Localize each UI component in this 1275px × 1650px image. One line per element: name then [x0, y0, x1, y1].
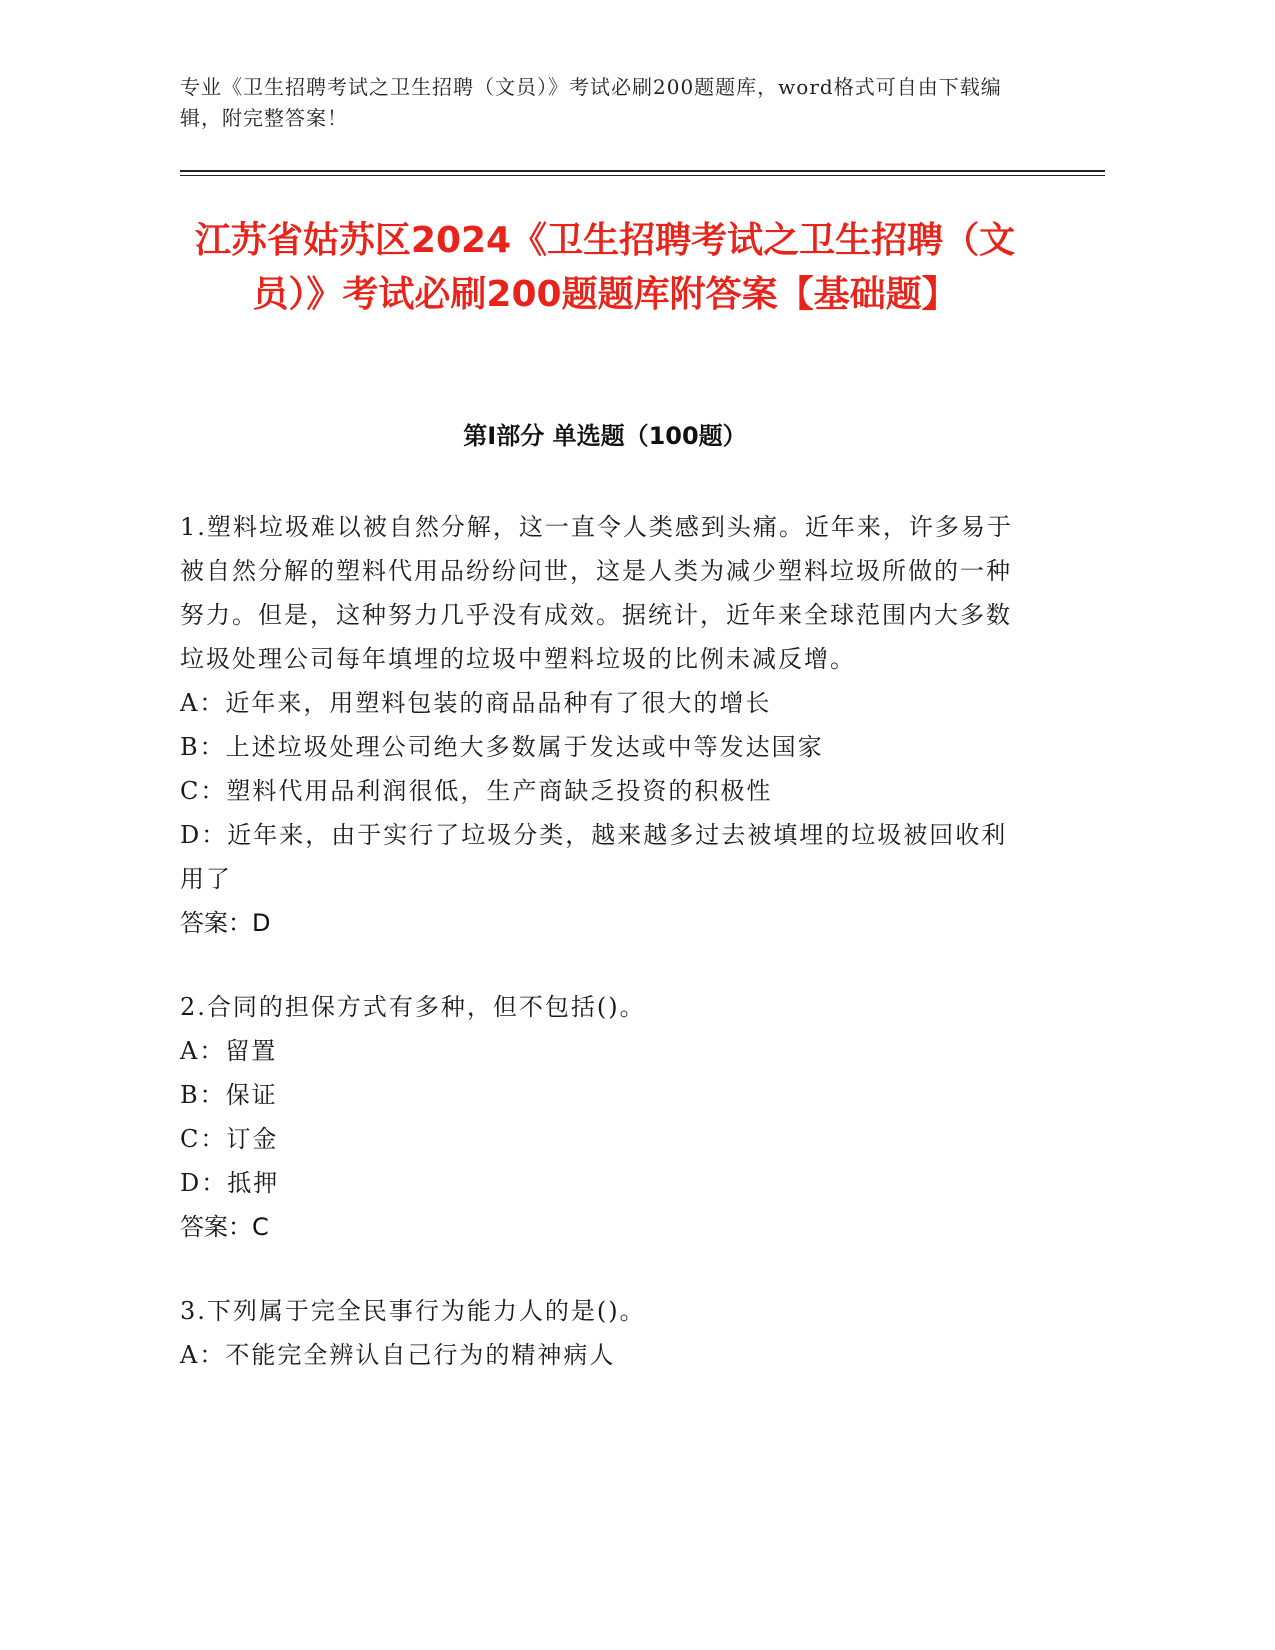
question-stem: 2.合同的担保方式有多种，但不包括()。	[180, 993, 646, 1021]
option-c: C：订金	[180, 1125, 279, 1153]
question-stem: 1.塑料垃圾难以被自然分解，这一直令人类感到头痛。近年来，许多易于被自然分解的塑料代用品纷纷问世，这是人类为减少塑料垃圾所做的一种努力。但是，这种努力几乎没有成效。据统计，近年来全球范围内大多数垃圾处理公司每年填埋的垃圾中塑料垃圾的比例未减反增。	[180, 513, 1013, 673]
header-divider-thick	[180, 170, 1105, 172]
question-stem: 3.下列属于完全民事行为能力人的是()。	[180, 1297, 646, 1325]
option-b: B：上述垃圾处理公司绝大多数属于发达或中等发达国家	[180, 733, 824, 761]
section-title: 第Ⅰ部分 单选题（100题）	[463, 422, 747, 450]
option-c: C：塑料代用品利润很低，生产商缺乏投资的积极性	[180, 777, 773, 805]
option-d: D：近年来，由于实行了垃圾分类，越来越多过去被填埋的垃圾被回收利用了	[180, 821, 1008, 893]
document-title: 江苏省姑苏区2024《卫生招聘考试之卫生招聘（文员）》考试必刷200题题库附答案【基础题】	[194, 220, 1016, 315]
option-a: A：留置	[180, 1037, 278, 1065]
question-list	[180, 505, 1030, 1417]
question-1	[180, 505, 1030, 945]
question-3	[180, 1289, 1030, 1377]
option-a: A：近年来，用塑料包装的商品品种有了很大的增长	[180, 689, 772, 717]
answer: 答案：D	[180, 909, 271, 937]
header-divider-thin	[180, 175, 1105, 176]
option-b: B：保证	[180, 1081, 278, 1109]
option-d: D：抵押	[180, 1169, 280, 1197]
header-note: 专业《卫生招聘考试之卫生招聘（文员）》考试必刷200题题库，word格式可自由下载编辑，附完整答案！	[180, 75, 1002, 130]
answer: 答案：C	[180, 1213, 269, 1241]
question-2	[180, 985, 1030, 1249]
option-a: A：不能完全辨认自己行为的精神病人	[180, 1341, 616, 1369]
